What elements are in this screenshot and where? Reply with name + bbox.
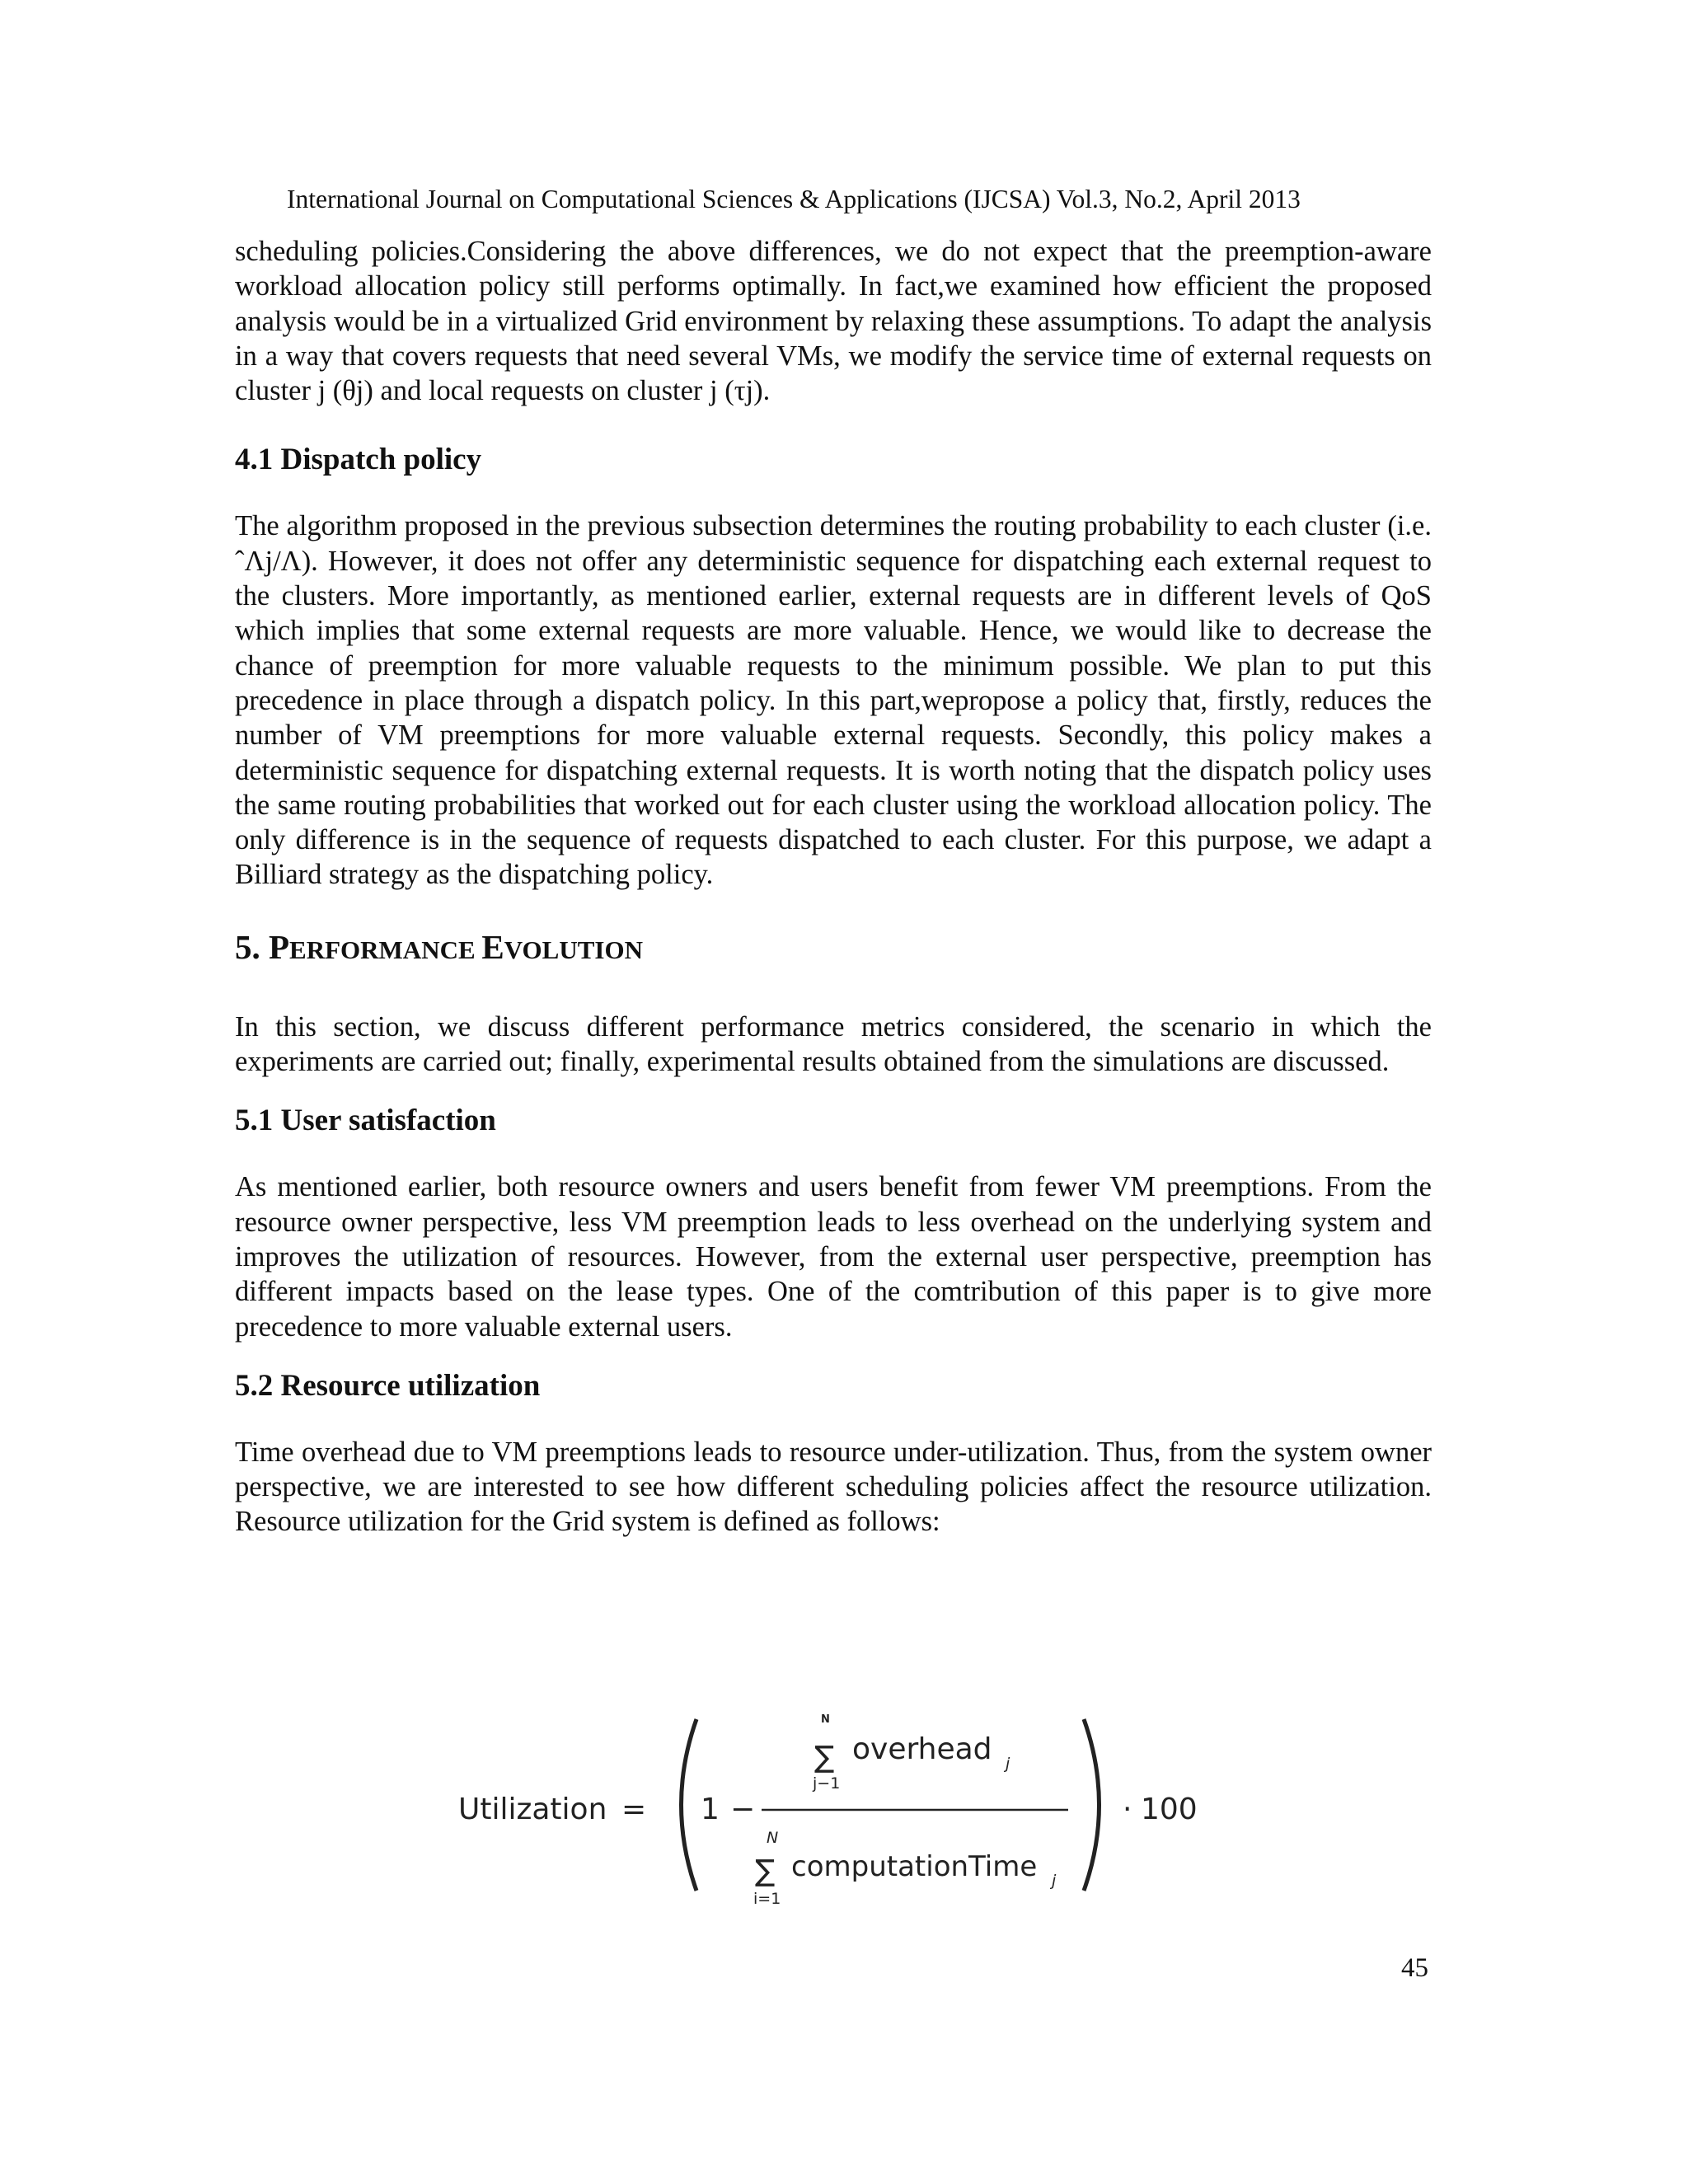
denominator-subscript: j bbox=[1052, 1872, 1057, 1890]
denominator-term: computationTime bbox=[791, 1850, 1038, 1883]
article-body bbox=[235, 234, 1432, 1540]
page-number: 45 bbox=[1401, 1953, 1428, 1983]
equation-multiply: · bbox=[1123, 1793, 1132, 1826]
running-header: International Journal on Computational Sciences & Applications (IJCSA) Vol.3, No.2, April 2013 bbox=[287, 185, 1301, 213]
section-5-heading-word2: VOLUTION bbox=[504, 935, 643, 964]
equation-factor: 100 bbox=[1141, 1793, 1198, 1826]
numerator-subscript: j bbox=[1006, 1755, 1010, 1773]
performance-intro-paragraph: In this section, we discuss different performance metrics considered, the scenario in which the experiments are carried out; finally, experimental results obtained from the simulations are discussed. bbox=[235, 1010, 1432, 1078]
intro-paragraph: scheduling policies.Considering the above differences, we do not expect that the preemption-aware workload allocation policy still performs optimally. In fact,we examined how efficient the proposed analysis would be in a virtualized Grid environment by relaxing these assumptions. To adapt the analysis in a way that covers requests that need several VMs, we modify the service time of external requests on cluster j (θj) and local requests on cluster j (τj). bbox=[235, 236, 1432, 407]
equation-lhs: Utilization bbox=[458, 1793, 607, 1826]
equation-minus: − bbox=[730, 1793, 756, 1826]
section-5-heading bbox=[235, 926, 1432, 972]
user-satisfaction-paragraph: As mentioned earlier, both resource owners and users benefit from fewer VM preemptions. From the resource owner perspective, less VM preemption leads to less overhead on the underlying system and improves the utilization of resources. However, from the external user perspective, preemption has different impacts based on the lease types. One of the comtribution of this paper is to give more precedence to more valuable external users. bbox=[235, 1171, 1432, 1343]
right-parenthesis bbox=[1084, 1719, 1100, 1891]
denominator-lower-limit: i=1 bbox=[753, 1890, 781, 1904]
equation-equals: = bbox=[621, 1793, 647, 1826]
section-5-heading-lead: 5. P bbox=[235, 927, 290, 966]
equation-one: 1 bbox=[701, 1793, 720, 1826]
section-5-1-heading: 5.1 User satisfaction bbox=[235, 1104, 496, 1138]
numerator-sum-sign: ∑ bbox=[814, 1741, 835, 1774]
denominator-upper-limit: N bbox=[767, 1829, 779, 1847]
section-5-heading-word2-initial: E bbox=[481, 927, 504, 966]
dispatch-policy-paragraph: The algorithm proposed in the previous subsection determines the routing probability to each cluster (i.e. ˆΛj/Λ). However, it does not offer any deterministic sequence for dispatching each external request to the clusters. More importantly, as mentioned earlier, external requests are in different levels of QoS which implies that some external requests are more valuable. Hence, we would like to decrease the chance of preemption for more valuable requests to the minimum possible. We plan to put this precedence in place through a dispatch policy. In this part,wepropose a policy that, firstly, reduces the number of VM preemptions for more valuable external requests. Secondly, this policy makes a deterministic sequence for dispatching external requests. It is worth noting that the dispatch policy uses the same routing probabilities that worked out for each cluster using the workload allocation policy. The only difference is in the sequence of requests dispatched to each cluster. For this purpose, we adapt a Billiard strategy as the dispatching policy. bbox=[235, 510, 1432, 891]
section-4-1-heading: 4.1 Dispatch policy bbox=[235, 443, 482, 477]
denominator-sum-sign: ∑ bbox=[755, 1854, 776, 1888]
left-parenthesis bbox=[682, 1719, 697, 1891]
numerator-term: overhead bbox=[852, 1732, 992, 1766]
section-5-heading-word1: ERFORMANCE bbox=[289, 935, 482, 964]
numerator-lower-limit: j−1 bbox=[813, 1774, 841, 1793]
resource-utilization-paragraph: Time overhead due to VM preemptions leads to resource under-utilization. Thus, from the system owner perspective, we are interested to see how different scheduling policies affect the resource utilization. Resource utilization for the Grid system is defined as follows: bbox=[235, 1436, 1432, 1538]
numerator-upper-limit: N bbox=[821, 1713, 830, 1726]
section-5-2-heading: 5.2 Resource utilization bbox=[235, 1368, 541, 1403]
utilization-equation bbox=[445, 1706, 1203, 1904]
